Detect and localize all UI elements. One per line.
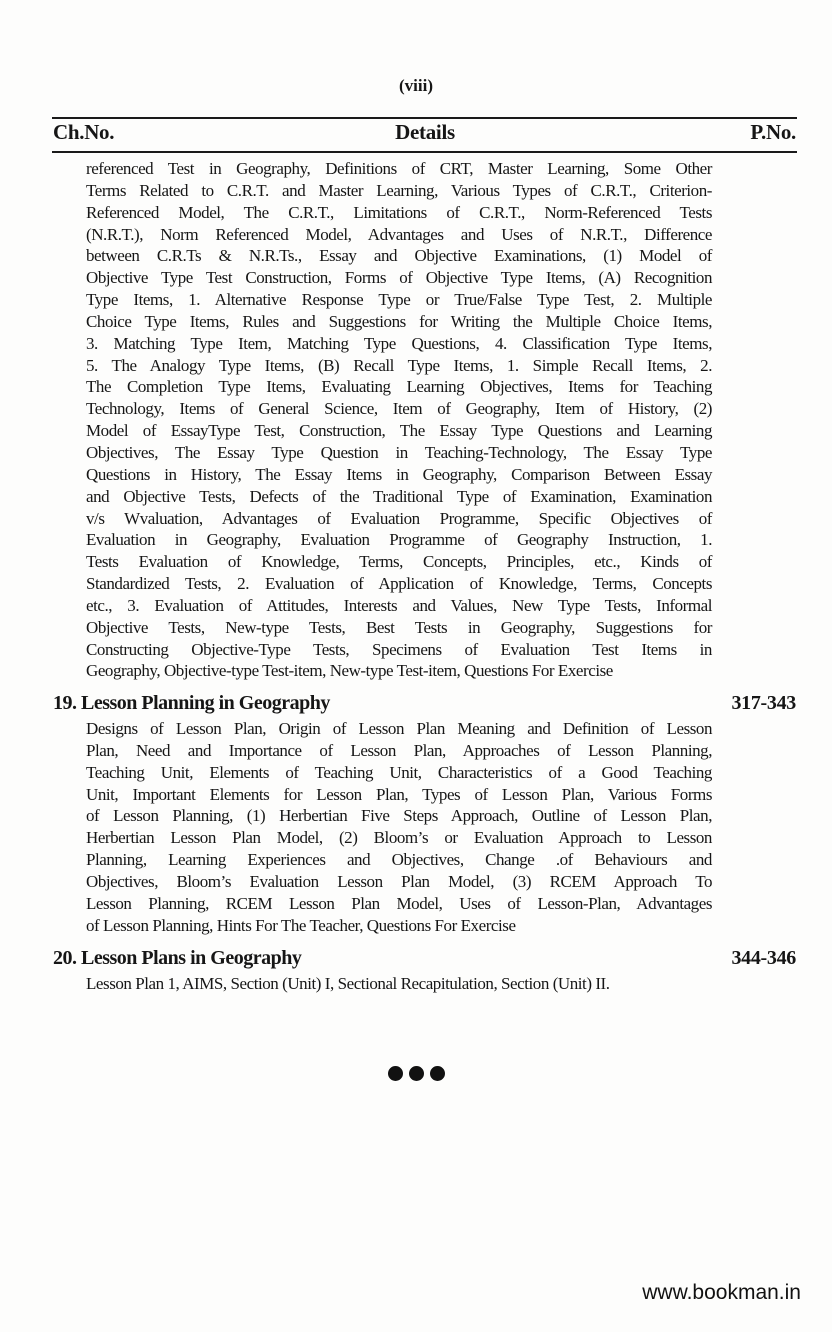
details-line: Standardized Tests, 2. Evaluation of Application of Knowledge, Terms, Concepts (86, 574, 712, 594)
details-line: The Completion Type Items, Evaluating Learning Objectives, Items for Teaching (86, 377, 712, 397)
dot-icon (430, 1066, 445, 1081)
header-rule-bottom (52, 151, 797, 153)
chapter-details (86, 718, 712, 936)
details-line: of Lesson Planning, Hints For The Teacher, Questions For Exercise (86, 915, 516, 935)
details-line: Herbertian Lesson Plan Model, (2) Bloom’s or Evaluation Approach to Lesson (86, 828, 712, 848)
dot-icon (388, 1066, 403, 1081)
continued-details (86, 158, 712, 682)
details-line: Plan, Need and Importance of Lesson Plan, Approaches of Lesson Planning, (86, 740, 712, 760)
details-line: Evaluation in Geography, Evaluation Programme of Geography Instruction, 1. (86, 530, 712, 550)
page-number: (viii) (399, 76, 433, 95)
details-line: Objectives, The Essay Type Question in Teaching-Technology, The Essay Type (86, 442, 712, 462)
dot-icon (409, 1066, 424, 1081)
chapter-pages: 317-343 (731, 692, 796, 714)
details-line: Lesson Plan 1, AIMS, Section (Unit) I, Sectional Recapitulation, Section (Unit) II. (86, 974, 610, 993)
details-line: Unit, Important Elements for Lesson Plan, Types of Lesson Plan, Various Forms (86, 784, 712, 804)
details-line: between C.R.Ts & N.R.Ts., Essay and Objective Examinations, (1) Model of (86, 246, 712, 266)
details-line: referenced Test in Geography, Definitions of CRT, Master Learning, Some Other (86, 159, 712, 178)
details-line: Technology, Items of General Science, Item of Geography, Item of History, (2) (86, 399, 712, 419)
details-line: of Lesson Planning, (1) Herbertian Five Steps Approach, Outline of Lesson Plan, (86, 806, 712, 826)
details-line: Objectives, Bloom’s Evaluation Lesson Plan Model, (3) RCEM Approach To (86, 871, 712, 891)
chapter-details (86, 973, 712, 995)
details-line: (N.R.T.), Norm Referenced Model, Advantages and Uses of N.R.T., Difference (86, 224, 712, 244)
details-line: Teaching Unit, Elements of Teaching Unit, Characteristics of a Good Teaching (86, 762, 712, 782)
chapter-title: 20. Lesson Plans in Geography (53, 947, 302, 969)
details-line: Designs of Lesson Plan, Origin of Lesson Plan Meaning and Definition of Lesson (86, 719, 712, 738)
details-line: Model of EssayType Test, Construction, The Essay Type Questions and Learning (86, 421, 712, 441)
details-line: etc., 3. Evaluation of Attitudes, Interests and Values, New Type Tests, Informal (86, 595, 712, 615)
chapter-title: 19. Lesson Planning in Geography (53, 692, 330, 714)
details-line: Lesson Planning, RCEM Lesson Plan Model, Uses of Lesson-Plan, Advantages (86, 893, 712, 913)
details-line: Type Items, 1. Alternative Response Type or True/False Type Test, 2. Multiple (86, 290, 712, 310)
website-link[interactable]: www.bookman.in (642, 1281, 801, 1304)
details-line: Questions in History, The Essay Items in Geography, Comparison Between Essay (86, 464, 712, 484)
details-line: Terms Related to C.R.T. and Master Learning, Various Types of C.R.T., Criterion- (86, 180, 712, 200)
details-line: Tests Evaluation of Knowledge, Terms, Concepts, Principles, etc., Kinds of (86, 552, 712, 572)
column-header-details: Details (395, 120, 455, 144)
column-header-pages: P.No. (750, 120, 796, 144)
details-line: Objective Type Test Construction, Forms of Objective Type Items, (A) Recognition (86, 268, 712, 288)
details-line: 5. The Analogy Type Items, (B) Recall Type Items, 1. Simple Recall Items, 2. (86, 355, 712, 375)
column-header-chapter: Ch.No. (53, 120, 115, 144)
details-line: 3. Matching Type Item, Matching Type Questions, 4. Classification Type Items, (86, 333, 712, 353)
details-line: Objective Tests, New-type Tests, Best Tests in Geography, Suggestions for (86, 617, 712, 637)
chapter-pages: 344-346 (731, 947, 796, 969)
three-dots-icon (0, 1066, 832, 1081)
details-line: Planning, Learning Experiences and Objectives, Change .of Behaviours and (86, 850, 712, 870)
details-line: Geography, Objective-type Test-item, New-type Test-item, Questions For Exercise (86, 661, 613, 681)
details-line: Choice Type Items, Rules and Suggestions for Writing the Multiple Choice Items, (86, 311, 712, 331)
details-line: v/s Wvaluation, Advantages of Evaluation Programme, Specific Objectives of (86, 508, 712, 528)
details-line: and Objective Tests, Defects of the Traditional Type of Examination, Examination (86, 486, 712, 506)
header-rule-top (52, 117, 797, 119)
details-line: Referenced Model, The C.R.T., Limitations of C.R.T., Norm-Referenced Tests (86, 202, 712, 222)
details-line: Constructing Objective-Type Tests, Specimens of Evaluation Test Items in (86, 639, 712, 659)
